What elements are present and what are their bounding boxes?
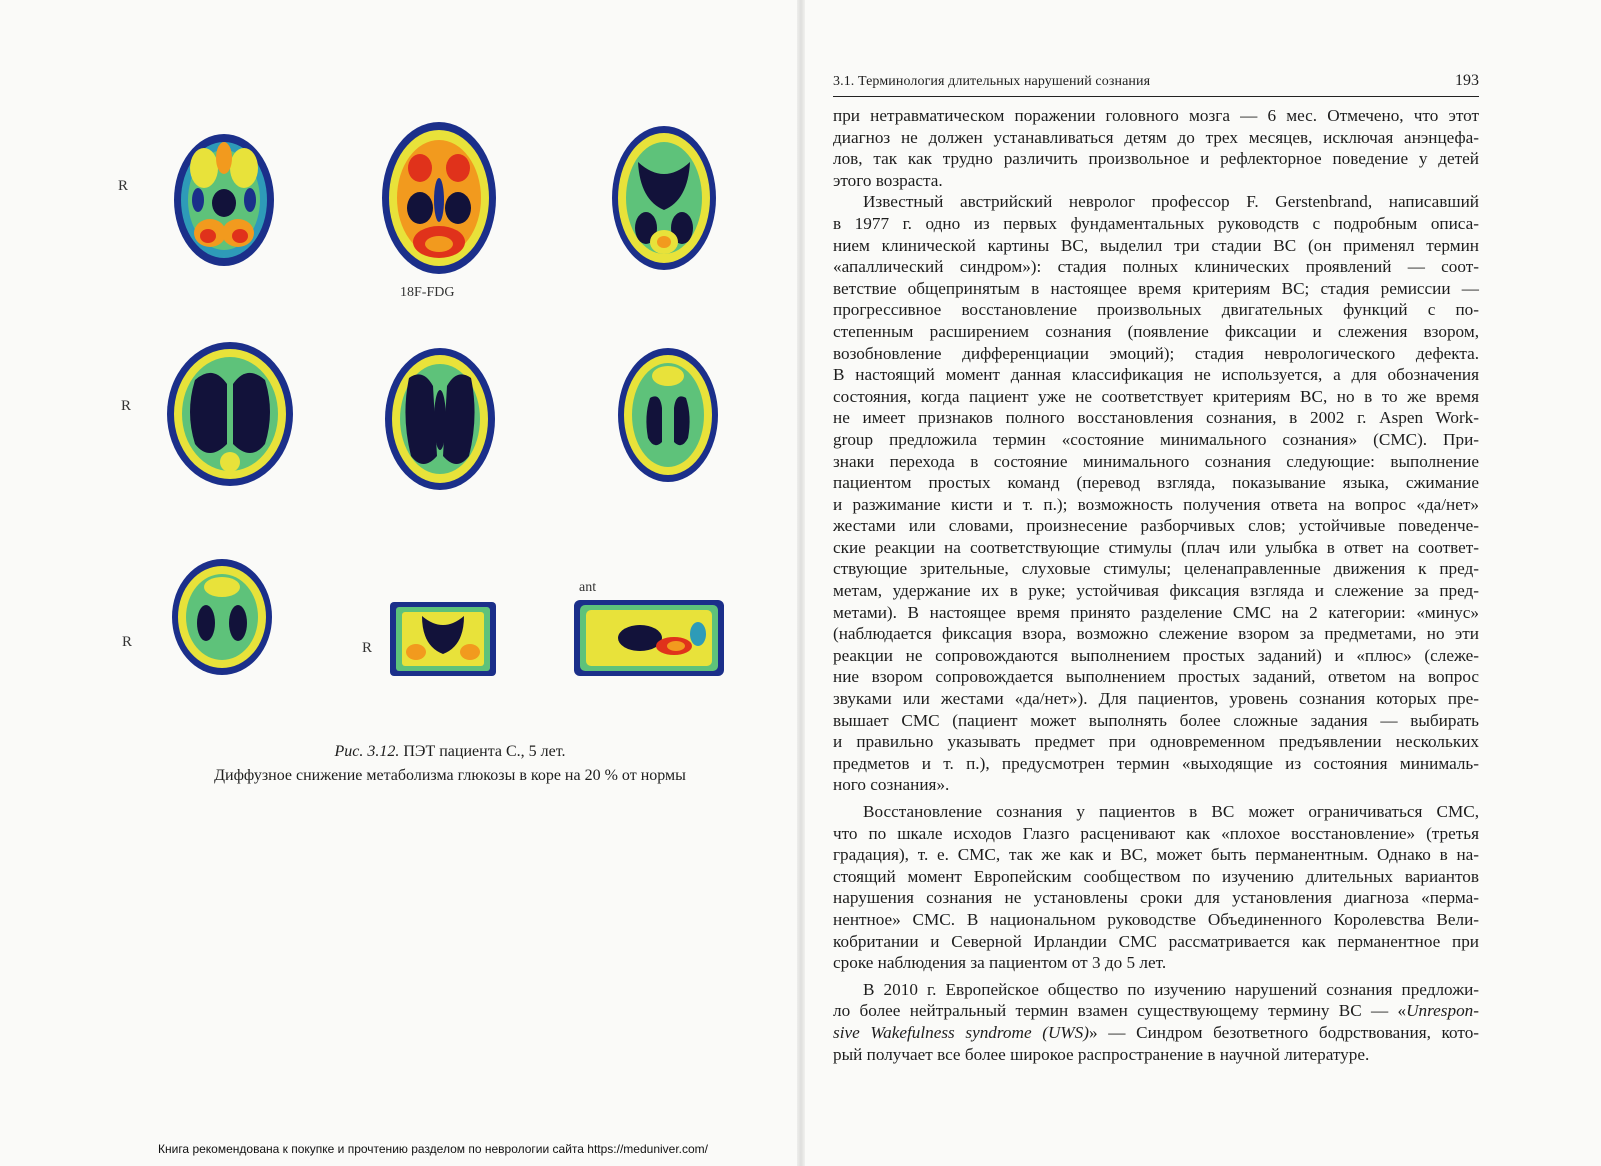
side-label-r-row1: R xyxy=(118,178,129,194)
text-line: этого возраста. xyxy=(833,170,943,190)
text-line: стоящий момент Европейским сообществом по изучению длительных вариантов xyxy=(833,866,1479,886)
text-line: градация), т. е. СМС, так же как и ВС, может быть перманентным. Однако в на- xyxy=(833,845,1479,865)
text-line: ские реакции на соответствующие стимулы (плач или улыбка в ответ на соответ- xyxy=(833,537,1479,557)
text-segment: ло более нейтральный термин взамен существующему термину ВС — « xyxy=(833,1001,1407,1021)
text-line: кобритании и Северной Ирландии СМС рассматривается как перманентное при xyxy=(833,931,1479,951)
figure-caption-description: Диффузное снижение метаболизма глюкозы в коре на 20 % от нормы xyxy=(214,767,686,784)
text-line: Восстановление сознания у пациентов в ВС может ограничиваться СМС, xyxy=(863,802,1479,821)
text-line: ние взором сопровождается выполнением простых заданий, ответом на вопрос xyxy=(833,667,1479,687)
pet-scan-axial-3 xyxy=(610,124,718,272)
book-spine xyxy=(797,0,805,1166)
text-line: В настоящий момент данная классификация не используется, а для обозначения xyxy=(833,365,1479,385)
text-line: сроке наблюдения за пациентом от 3 до 5 лет. xyxy=(833,953,1167,973)
text-line: при нетравматическом поражении головного мозга — 6 мес. Отмечено, что этот xyxy=(833,106,1479,125)
pet-scan-axial-4 xyxy=(165,340,295,488)
text-segment-italic: sive Wakefulness syndrome (UWS) xyxy=(833,1022,1090,1042)
text-line: нием клинической картины ВС, выделил три стадии ВС (он применял термин xyxy=(833,235,1479,255)
pet-scan-coronal xyxy=(388,600,498,678)
text-line: В 2010 г. Европейское общество по изучению нарушений сознания предложи- xyxy=(863,979,1479,999)
body-text xyxy=(833,105,1479,1065)
figure-caption-title xyxy=(150,740,750,763)
text-line: прогрессивное восстановление произвольных двигательных функций с по- xyxy=(833,300,1479,320)
text-line: ветствие общепринятым в настоящее время критериям ВС; стадия ремиссии — xyxy=(833,278,1479,298)
pet-scan-axial-1 xyxy=(172,128,276,268)
text-line: состояния, когда пациент уже не соответствует критериям ВС, но в то же время xyxy=(833,386,1479,406)
text-segment: » — Синдром безответного бодрствования, кото- xyxy=(1089,1022,1480,1042)
text-line: что по шкале исходов Глазго расценивают как «плохое восстановление» (третья xyxy=(833,823,1479,843)
text-line: метами). В настоящее время принято разделение СМС на 2 категории: «минус» xyxy=(833,602,1479,622)
figure-number: Рис. 3.12. xyxy=(334,743,400,760)
text-line: пациентом простых команд (перевод взгляда, показывание языка, сжимание xyxy=(833,473,1479,493)
footer-note: Книга рекомендована к покупке и прочтению разделом по неврологии сайта https://meduniver.com/ xyxy=(158,1142,709,1156)
text-line: Известный австрийский невролог профессор F. Gerstenbrand, написавший xyxy=(863,192,1479,212)
side-label-r-row2: R xyxy=(121,398,132,414)
running-title: 3.1. Терминология длительных нарушений сознания xyxy=(833,74,1151,89)
text-line: звуками или жестами «да/нет»). Для пациентов, уровень сознания которых пре- xyxy=(833,689,1479,709)
text-line: и правильно указывать предмет при одновременном предъявлении нескольких xyxy=(833,732,1479,752)
pet-scan-axial-6 xyxy=(616,346,720,484)
text-line: group предложила термин «состояние минимального сознания» (СМС). При- xyxy=(833,429,1479,449)
text-line: жестами или словами, произнесение разборчивых слов; устойчивые поведенче- xyxy=(833,516,1479,536)
pet-scan-axial-2 xyxy=(380,120,498,276)
page-number: 193 xyxy=(1455,72,1479,89)
text-line: вышает СМС (пациент может выполнять более сложные задания — выбирать xyxy=(833,710,1479,730)
text-line: предметов и т. п.), предусмотрен термин «выходящие из состояния минималь- xyxy=(833,753,1479,773)
text-line: в 1977 г. одно из первых фундаментальных руководств с подробным описа- xyxy=(833,213,1479,233)
tracer-label: 18F-FDG xyxy=(400,285,455,300)
text-line: (наблюдается фиксация взора, возможно слежение взором за предметами, но эти xyxy=(833,624,1479,644)
text-line: рый получает все более широкое распространение в научной литературе. xyxy=(833,1044,1370,1064)
pet-scan-axial-5 xyxy=(383,346,497,492)
text-line: нарушения сознания не установлены сроки для установления диагноза «перма- xyxy=(833,888,1479,908)
pet-scan-sagittal xyxy=(572,598,726,678)
text-line: нентное» СМС. В национальном руководстве Объединенного Королевства Вели- xyxy=(833,909,1479,929)
running-head xyxy=(833,72,1479,97)
text-line: степенным расширением сознания (появление фиксации и слежения взором, xyxy=(833,321,1479,341)
text-line: ствующие зрительные, слуховые стимулы; целенаправленные движения к пред- xyxy=(833,559,1479,579)
text-line: диагноз не должен устанавливаться детям до трех месяцев, исключая анэнцефа- xyxy=(833,127,1479,147)
text-line: метам, удержание их в руке; устойчивая фиксация взгляда и слежение за пред- xyxy=(833,581,1479,601)
text-line xyxy=(833,1000,1479,1022)
figure-title: ПЭТ пациента С., 5 лет. xyxy=(403,743,566,760)
pet-scan-axial-7 xyxy=(170,557,274,677)
text-line: и разжимание кисти и т. п.); возможность получения ответа на вопрос «да/нет» xyxy=(833,494,1479,514)
text-line: ного сознания». xyxy=(833,775,950,795)
text-segment-italic: Unrespon- xyxy=(1406,1001,1479,1021)
side-label-r-coronal: R xyxy=(362,640,373,656)
text-line: не имеет признаков полного восстановления сознания, в 2002 г. Aspen Work- xyxy=(833,408,1479,428)
text-line: знаки перехода в состояние минимального сознания следующие: выполнение xyxy=(833,451,1479,471)
anterior-label: ant xyxy=(579,580,597,595)
side-label-r-row3: R xyxy=(122,634,133,650)
text-line: реакции не сопровождаются выполнением простых заданий) и «плюс» (слеже- xyxy=(833,645,1479,665)
text-line: «апаллический синдром»): стадия полных клинических проявлений — соот- xyxy=(833,257,1479,277)
text-line xyxy=(833,1022,1479,1044)
text-line: лов, так как трудно различить произвольное и рефлекторное поведение у детей xyxy=(833,149,1479,169)
text-line: возобновление дифференциации эмоций); стадия неврологического дефекта. xyxy=(833,343,1479,363)
